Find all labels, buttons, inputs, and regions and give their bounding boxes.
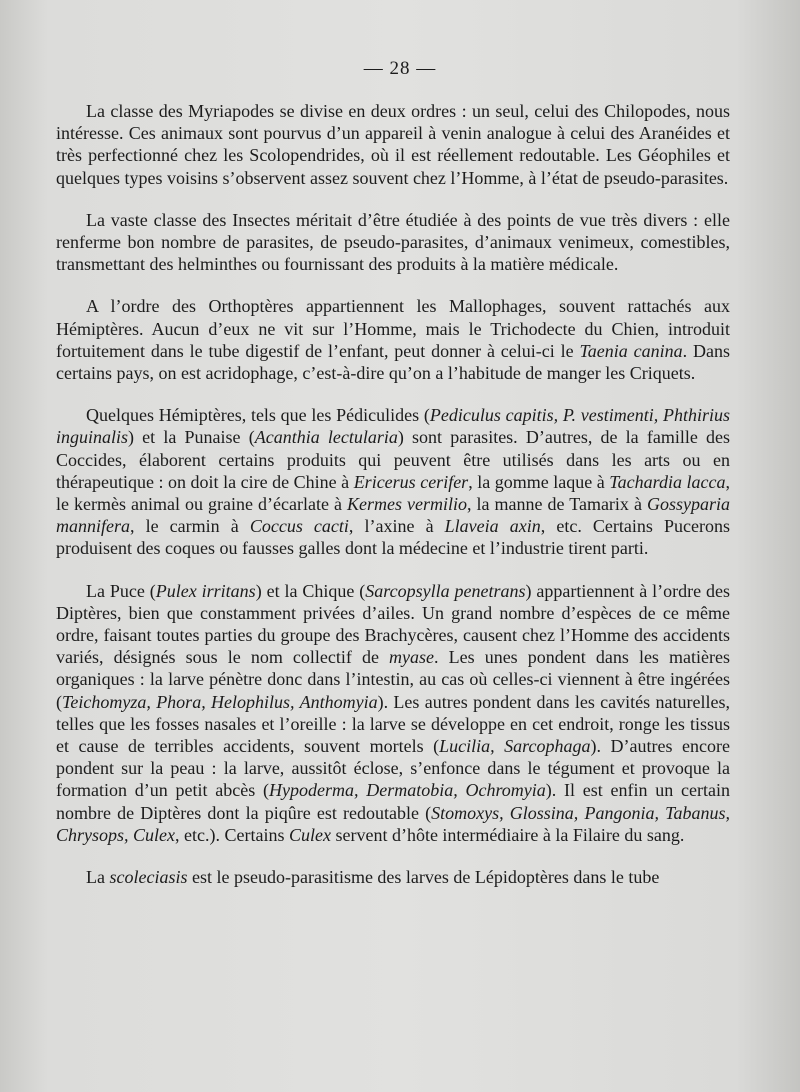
- text-run: est le pseudo-parasitisme des larves de Lépidoptères dans le tube: [187, 867, 660, 888]
- italic-text: scoleciasis: [109, 867, 188, 888]
- paragraph: [56, 100, 730, 189]
- paragraph: [56, 404, 730, 559]
- italic-text: myase: [389, 647, 435, 668]
- italic-text: Acanthia lectularia: [254, 427, 398, 448]
- italic-text: Taenia canina: [579, 340, 683, 361]
- text-run: A l’ordre des Orthoptères appartiennent les Mallophages, souvent rattachés aux Hémiptères. Aucun d’eux ne vit sur l’Homme, mais le Trichodecte du Chien, introduit fortuitement dans le tube digestif de l’enfant, peut donner à celui-ci le: [56, 296, 730, 361]
- text-run: ). Les autres pondent dans les cavités naturelles, telles que les fosses nasales et l’oreille : la larve se développe en cet endroit, ronge les tissus et cause de terribles accidents, souvent mortels (: [56, 691, 730, 757]
- text-run: , le carmin à: [130, 516, 250, 537]
- italic-text: Tachardia lacca: [609, 471, 726, 492]
- text-run: , l’axine à: [348, 516, 445, 537]
- italic-text: Sarcopsylla penetrans: [365, 580, 526, 601]
- text-run: La classe des Myriapodes se divise en deux ordres : un seul, celui des Chilopodes, nous intéresse. Ces animaux sont pourvus d’un appareil à venin analogue à celui des Aranéides et très perfectionné chez les Scolopendrides, où il est réellement redoutable. Les Géophiles et quelques types voisins s’observent assez souvent chez l’Homme, à l’état de pseudo-parasites.: [56, 101, 730, 188]
- paragraph: [56, 295, 730, 384]
- italic-text: Pediculus capitis, P. vestimenti, Phthirius inguinalis: [56, 405, 731, 448]
- text-run: La Puce (: [86, 580, 156, 601]
- italic-text: Ericerus cerifer: [353, 471, 469, 492]
- page-number: — 28 —: [363, 58, 437, 79]
- text-run: . Les unes pondent dans les matières organiques : la larve pénètre donc dans l’intestin, au cas où celles-ci viennent à être ingérées (: [56, 647, 730, 712]
- italic-text: Pulex irritans: [155, 580, 256, 601]
- text-run: La vaste classe des Insectes méritait d’être étudiée à des points de vue très divers : elle renferme bon nombre de parasites, de pseudo-parasites, d’animaux venimeux, comestibles, transmettant des helminthes ou fournissant des produits à la matière médicale.: [56, 209, 730, 275]
- body-text: [56, 100, 730, 888]
- italic-text: Coccus cacti: [249, 516, 349, 537]
- italic-text: Kermes vermilio: [347, 494, 467, 515]
- text-run: ) appartiennent à l’ordre des Diptères, bien que constamment privées d’ailes. Un grand nombre d’espèces de ce même ordre, faisant toutes parties du groupe des Brachycères, causent chez l’Homme des accidents variés, désignés sous le nom collectif de: [56, 580, 731, 668]
- text-run: ) sont parasites. D’autres, de la famille des Coccides, élaborent certains produits qui peuvent être utilisés dans les arts ou en thérapeutique : on doit la cire de Chine à: [56, 427, 730, 492]
- italic-text: Llaveia axin: [444, 516, 541, 537]
- paragraph: [56, 580, 730, 846]
- text-run: , etc.). Certains: [175, 824, 289, 845]
- italic-text: Stomoxys, Glossina, Pangonia, Tabanus, Chrysops, Culex: [56, 802, 730, 845]
- text-run: La: [86, 867, 110, 888]
- italic-text: Culex: [288, 824, 331, 845]
- paragraph: [56, 209, 730, 276]
- text-run: , le kermès animal ou graine d’écarlate à: [56, 471, 730, 515]
- italic-text: Lucilia, Sarcophaga: [439, 736, 591, 757]
- text-run: ). Il est enfin un certain nombre de Diptères dont la piqûre est redoutable (: [56, 780, 730, 823]
- text-run: ) et la Chique (: [255, 580, 366, 601]
- text-run: ). D’autres encore pondent sur la peau : la larve, aussitôt éclose, s’enfonce dans le tégument et provoque la formation d’un petit abcès (: [56, 736, 730, 801]
- italic-text: Teichomyza, Phora, Helophilus, Anthomyia: [62, 691, 378, 712]
- italic-text: Gossyparia mannifera: [56, 494, 730, 537]
- text-run: , etc. Certains Pucerons produisent des coques ou fausses galles dont la médecine et l’industrie tirent parti.: [56, 516, 730, 559]
- italic-text: Hypoderma, Dermatobia, Ochromyia: [268, 780, 546, 801]
- text-run: , la gomme laque à: [468, 471, 610, 492]
- text-run: Quelques Hémiptères, tels que les Pédiculides (: [86, 405, 430, 426]
- paragraph: [56, 866, 730, 888]
- text-run: . Dans certains pays, on est acridophage, c’est-à-dire qu’on a l’habitude de manger les Criquets.: [56, 340, 730, 384]
- text-run: , la manne de Tamarix à: [467, 494, 647, 515]
- text-run: servent d’hôte intermédiaire à la Filaire du sang.: [330, 824, 685, 845]
- text-run: ) et la Punaise (: [128, 427, 255, 448]
